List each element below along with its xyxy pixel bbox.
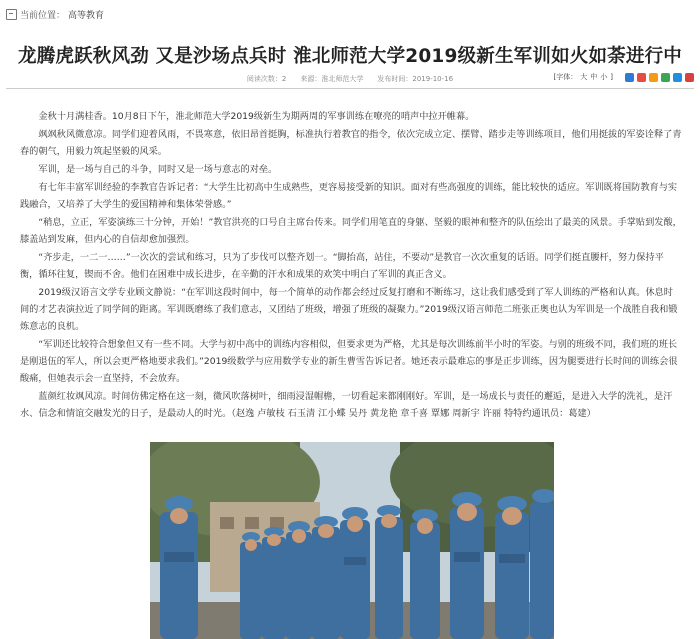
font-size-end: ] — [610, 73, 613, 81]
share-icon[interactable] — [661, 73, 670, 82]
article-paragraph: “军训还比较符合想象但又有一些不同。大学与初中高中的训练内容相似，但要求更为严格，尤其是每次训练前半小时的军姿。与别的班级不同，我们班的班长是刚退伍的军人，所以会更严格地要求我们。”2019级数学与应用数学专业的新生曹雪告诉记者。她还表示最难忘的事是正步训练，因为腿要进行长时间的训练会很酸痛，但她表示会一直坚持，不会放弃。 — [20, 339, 678, 384]
publish-date: 发布时间：2019-10-16 — [377, 75, 454, 83]
article-paragraph: 蓝颜红妆飒风凉。时间仿佛定格在这一刻，微风吹落树叶，细雨浸湿帽檐，一切看起来都刚刚好。军训，是一场成长与责任的邂逅，是进入大学的洗礼，是汗水、信念和情谊交融发光的日子，是最动人的时光。（赵逸 卢敏枝 石玉清 江小蝶 吴丹 黄龙艳 章千喜 覃娜 周新宇 许丽 特特约通讯员：葛建） — [20, 391, 673, 419]
share-icon[interactable] — [673, 73, 682, 82]
article-photo — [150, 442, 554, 639]
article-paragraph: 有七年丰富军训经验的李教官告诉记者：“大学生比初高中生成熟些，更容易接受新的知识。面对有些高强度的训练，能比较快的适应。军训既将国防教育与实践融合，又培养了大学生的爱国精神和集体荣誉感。” — [20, 182, 678, 210]
article-paragraph: “稍息，立正，军姿演练三十分钟，开始！”教官洪亮的口号自主席台传来。同学们用笔直的身躯、坚毅的眼神和整齐的队伍绘出了最美的风景。手掌贴到发酸，膝盖站到发麻，但内心的自信却愈加强烈。 — [20, 217, 682, 245]
font-size-large-button[interactable]: 大 — [580, 73, 588, 81]
font-size-medium-button[interactable]: 中 — [590, 73, 598, 81]
font-size-label: [字体： — [553, 73, 578, 81]
share-icon[interactable] — [637, 73, 646, 82]
article-paragraph: “齐步走，一二一……”一次次的尝试和练习，只为了步伐可以整齐划一。“脚抬高，站住，不要动”是教官一次次重复的话语。同学们挺直腰杆，努力保持平衡，循环往复，锲而不舍。他们在困难中成长进步，在辛勤的汗水和成果的欢笑中明白了军训的真正含义。 — [20, 252, 664, 280]
article-title: 龙腾虎跃秋风劲 又是沙场点兵时 淮北师范大学2019级新生军训如火如荼进行中 — [18, 46, 682, 67]
share-icon[interactable] — [649, 73, 658, 82]
article-meta-bar — [6, 70, 694, 89]
font-size-small-button[interactable]: 小 — [600, 73, 608, 81]
article-body — [20, 108, 682, 423]
article-paragraph: 金秋十月满桂香。10月8日下午，淮北师范大学2019级新生为期两周的军事训练在嘹亮的哨声中拉开帷幕。 — [38, 111, 475, 122]
location-icon — [6, 9, 17, 20]
article-source: 来源：淮北师范大学 — [300, 75, 364, 83]
article-paragraph: 飒飒秋风微意凉。同学们迎着风雨，不畏寒意，依旧昂首挺胸，标准执行着教官的指令，依次完成立定、摆臂、踏步走等训练项目，他们用挺拔的军姿诠释了青春的朝气，用毅力筑起坚毅的风采。 — [20, 129, 682, 157]
breadcrumb-link-higher-education[interactable]: 高等教育 — [68, 11, 105, 21]
share-icon[interactable] — [625, 73, 634, 82]
article-paragraph: 军训，是一场与自己的斗争，同时又是一场与意志的对垒。 — [38, 164, 278, 175]
military-training-photo — [150, 442, 554, 639]
breadcrumb-prefix: 当前位置： — [20, 11, 66, 21]
view-count: 阅读次数：2 — [246, 75, 287, 83]
article-paragraph: 2019级汉语言文学专业顾文静说：“在军训这段时间中，每一个简单的动作都会经过反复打磨和不断练习，这让我们感受到了军人训练的严格和认真。休息时间的才艺表演拉近了同学间的距离。军训既磨练了我们意志，又团结了班级，增强了班级的凝聚力。”2019级汉语言师范二班张正奥也认为军训是一个战胜自我和锻炼意志的良机。 — [20, 287, 678, 332]
share-icon[interactable] — [685, 73, 694, 82]
article-tools — [554, 72, 694, 82]
breadcrumb — [6, 8, 104, 21]
